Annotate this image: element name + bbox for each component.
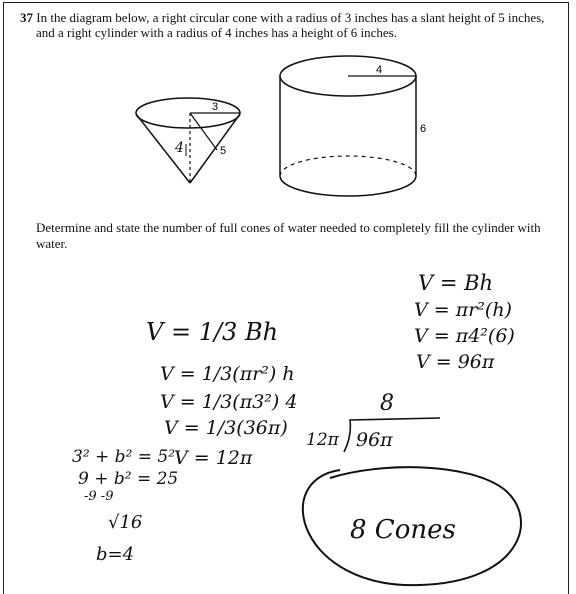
pyth-line-1: 3² + b² = 5² <box>72 447 176 467</box>
cylinder-volume-work <box>414 271 515 373</box>
cyl-work-line-1: V = Bh <box>418 271 494 295</box>
final-answer: 8 Cones <box>350 515 456 545</box>
division-quotient: 8 <box>380 391 394 416</box>
cone-work-line-2: V = 1/3(πr²) h <box>160 363 295 385</box>
cone-work-line-1: V = 1/3 Bh <box>146 318 279 346</box>
cone-diagram <box>136 98 240 183</box>
question-line-2: and a right cylinder with a radius of 4 inches has a height of 6 inches. <box>36 25 398 40</box>
pyth-line-2: 9 + b² = 25 <box>78 469 179 489</box>
cone-work-line-5: V = 12π <box>174 447 253 469</box>
answer-circle <box>303 467 521 585</box>
question-text-1: In the diagram below, a right circular cone with a radius of 3 inches has a slant height of 5 inches, <box>36 10 545 25</box>
cyl-work-line-4: V = 96π <box>416 351 495 373</box>
division-divisor: 12π <box>306 430 339 450</box>
pythagorean-work <box>72 447 178 565</box>
pyth-line-4: √16 <box>108 512 143 533</box>
prompt-line-2: water. <box>36 236 68 251</box>
cone-height-handwritten: 4 <box>175 140 184 156</box>
cylinder-radius-label: 4 <box>376 64 383 76</box>
division-work <box>306 391 440 452</box>
cone-work-line-4: V = 1/3(36π) <box>164 417 288 439</box>
cylinder-height-label: 6 <box>420 123 427 135</box>
cone-slant-label: 5 <box>220 145 227 157</box>
cone-work-line-3: V = 1/3(π3²) 4 <box>160 391 298 413</box>
cyl-work-line-3: V = π4²(6) <box>414 325 515 347</box>
question-number: 37 <box>20 10 33 25</box>
cyl-work-line-2: V = πr²(h) <box>414 299 512 321</box>
pyth-line-3: -9 -9 <box>84 489 114 504</box>
cone-radius-label: 3 <box>212 101 219 113</box>
division-dividend: 96π <box>356 429 393 451</box>
prompt-line-1: Determine and state the number of full cones of water needed to completely fill the cylinder with <box>36 220 541 235</box>
cylinder-diagram <box>280 56 426 196</box>
pyth-line-5: b=4 <box>96 544 135 565</box>
